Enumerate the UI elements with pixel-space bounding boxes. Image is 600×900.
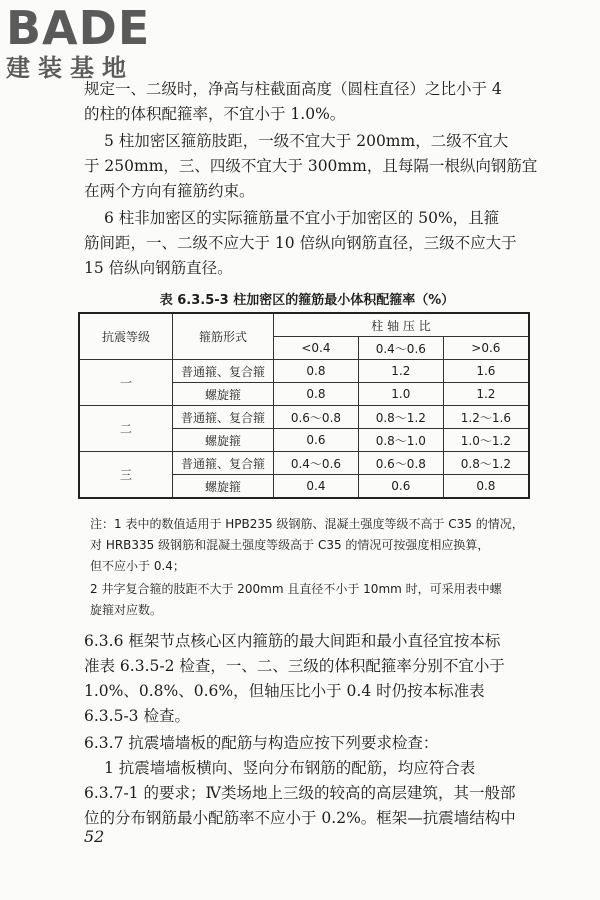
text-line: 的柱的体积配箍率，不宜小于 1.0%。 — [84, 105, 346, 123]
grade-cell: 二 — [79, 406, 173, 452]
text-line: 准表 6.3.5-2 检查，一、二、三级的体积配箍率分别不宜小于 — [84, 657, 505, 675]
form-cell: 普通箍、复合箍 — [173, 360, 274, 383]
value-cell: 1.2 — [358, 360, 443, 383]
stirrup-ratio-table — [78, 312, 530, 499]
value-cell: 0.6 — [274, 429, 359, 452]
grade-cell: 一 — [79, 360, 173, 406]
page-number: 52 — [84, 827, 105, 846]
table-note: 注：1 表中的数值适用于 HPB235 级钢筋、混凝土强度等级不高于 C35 的情况， — [90, 517, 524, 531]
value-cell: 0.6～0.8 — [274, 406, 359, 429]
form-cell: 螺旋箍 — [173, 429, 274, 452]
watermark-logo — [6, 1, 176, 82]
header-ratio: 柱 轴 压 比 — [274, 313, 530, 337]
form-cell: 螺旋箍 — [173, 475, 274, 499]
value-cell: 0.8～1.2 — [443, 452, 529, 475]
value-cell: 0.4～0.6 — [274, 452, 359, 475]
table-note: 但不应小于 0.4； — [90, 559, 185, 573]
value-cell: 0.8～1.0 — [358, 429, 443, 452]
form-cell: 普通箍、复合箍 — [173, 452, 274, 475]
text-line: 规定一、二级时，净高与柱截面高度（圆柱直径）之比小于 4 — [84, 80, 502, 98]
ratio-col-header: >0.6 — [443, 337, 529, 360]
text-line: 6.3.7-1 的要求；Ⅳ类场地上三级的较高的高层建筑，其一般部 — [84, 784, 516, 802]
value-cell: 1.2～1.6 — [443, 406, 529, 429]
value-cell: 0.8 — [443, 475, 529, 499]
table-note: 对 HRB335 级钢筋和混凝土强度等级高于 C35 的情况可按强度相应换算， — [90, 538, 490, 552]
text-line: 6.3.5-3 检查。 — [84, 707, 190, 725]
text-line: 1.0%、0.8%、0.6%，但轴压比小于 0.4 时仍按本标准表 — [84, 682, 485, 700]
text-line: 位的分布钢筋最小配筋率不应小于 0.2%。框架—抗震墙结构中 — [84, 809, 516, 827]
table-note: 旋箍对应数。 — [90, 603, 163, 617]
value-cell: 1.0 — [358, 383, 443, 406]
table-row — [79, 452, 529, 475]
value-cell: 1.2 — [443, 383, 529, 406]
rule-6-line: 6 柱非加密区的实际箍筋量不宜小于加密区的 50%，且箍 — [104, 209, 500, 227]
value-cell: 0.6 — [358, 475, 443, 499]
text-line: 筋间距，一、二级不应大于 10 倍纵向钢筋直径，三级不应大于 — [84, 234, 517, 252]
value-cell: 0.8～1.2 — [358, 406, 443, 429]
text-line: 于 250mm，三、四级不宜大于 300mm，且每隔一根纵向钢筋宜 — [84, 157, 538, 175]
text-line: 1 抗震墙墙板横向、竖向分布钢筋的配筋，均应符合表 — [104, 759, 476, 777]
form-cell: 螺旋箍 — [173, 383, 274, 406]
logo-sub-text: 建装基地 — [6, 54, 134, 82]
table-caption: 表 6.3.5-3 柱加密区的箍筋最小体积配箍率（%） — [159, 293, 455, 308]
value-cell: 0.6～0.8 — [358, 452, 443, 475]
form-cell: 普通箍、复合箍 — [173, 406, 274, 429]
logo-main-text: BADE — [6, 1, 151, 55]
text-line: 15 倍纵向钢筋直径。 — [84, 259, 233, 277]
value-cell: 1.0～1.2 — [443, 429, 529, 452]
value-cell: 0.8 — [274, 360, 359, 383]
ratio-col-header: <0.4 — [274, 337, 359, 360]
section-6-3-7-line: 6.3.7 抗震墙墙板的配筋与构造应按下列要求检查： — [84, 734, 439, 752]
value-cell: 1.6 — [443, 360, 529, 383]
value-cell: 0.8 — [274, 383, 359, 406]
value-cell: 0.4 — [274, 475, 359, 499]
table-note: 2 井字复合箍的肢距不大于 200mm 且直径不小于 10mm 时，可采用表中螺 — [90, 582, 502, 596]
header-form: 箍筋形式 — [173, 313, 274, 360]
grade-cell: 三 — [79, 452, 173, 499]
rule-5-line: 5 柱加密区箍筋肢距，一级不宜大于 200mm，二级不宜大 — [104, 132, 509, 150]
ratio-col-header: 0.4～0.6 — [358, 337, 443, 360]
header-grade: 抗震等级 — [79, 313, 173, 360]
section-6-3-6-line: 6.3.6 框架节点核心区内箍筋的最大间距和最小直径宜按本标 — [84, 632, 501, 650]
text-line: 在两个方向有箍筋约束。 — [84, 182, 255, 200]
table-row — [79, 406, 529, 429]
table-row — [79, 360, 529, 383]
